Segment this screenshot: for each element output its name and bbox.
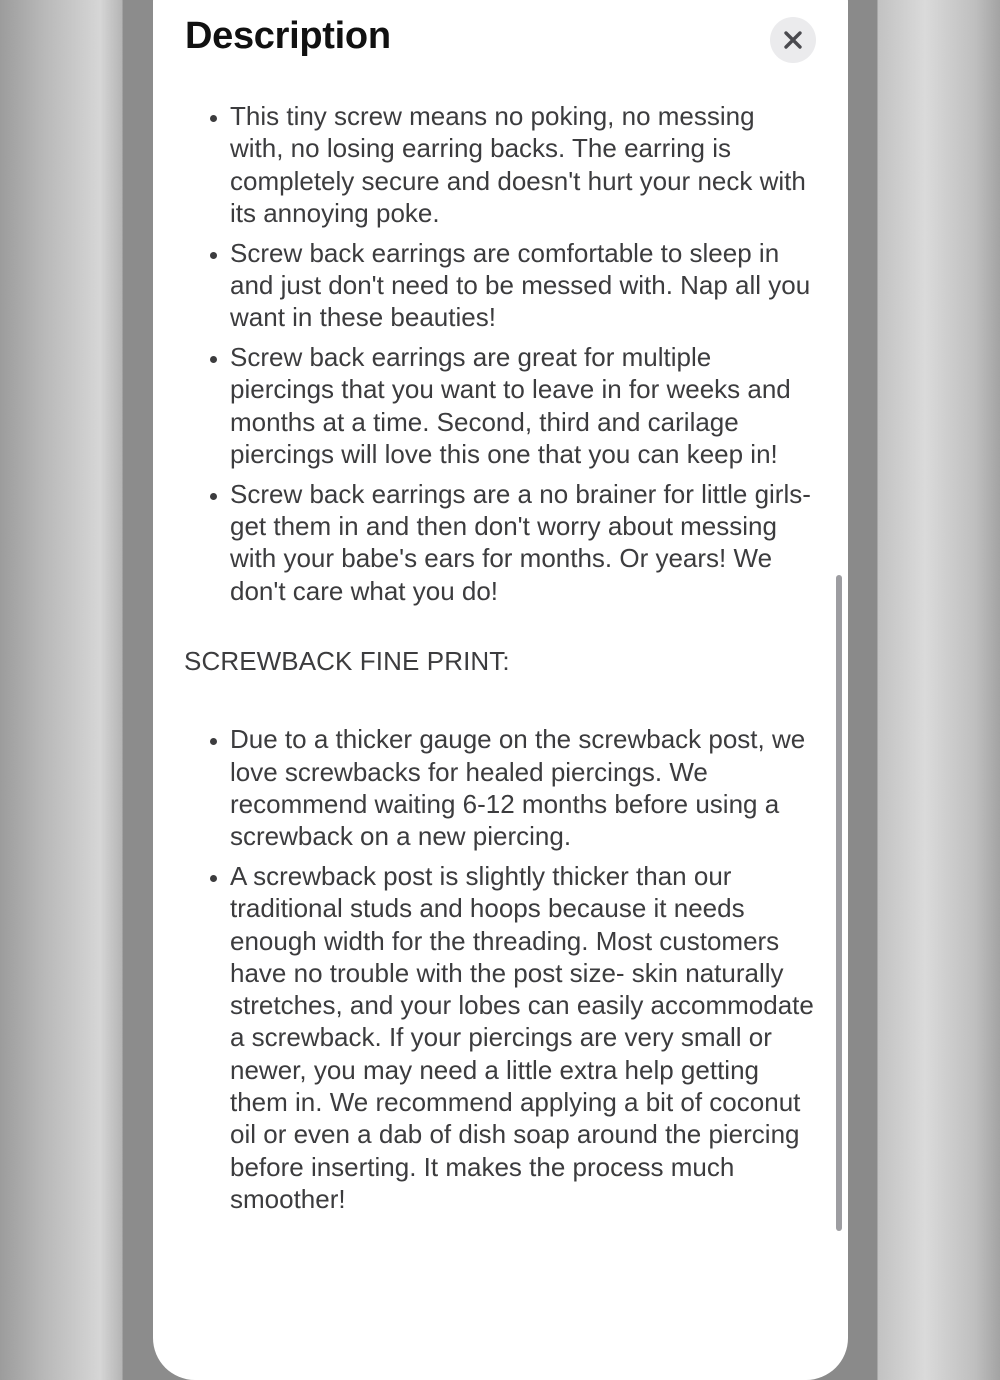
list-item: • Screw back earrings are a no brainer for little girls- get them in and then don't worry about messing with your babe's ears for months. Or years! We don't care what you do!	[230, 478, 814, 607]
close-button[interactable]	[770, 17, 816, 63]
scrollbar[interactable]	[836, 575, 842, 1231]
benefits-list	[184, 100, 814, 607]
list-item: • This tiny screw means no poking, no messing with, no losing earring backs. The earring is completely secure and doesn't hurt your neck with its annoying poke.	[230, 100, 814, 229]
list-item: • Screw back earrings are comfortable to sleep in and just don't need to be messed with. Nap all you want in these beauties!	[230, 237, 814, 334]
description-sheet	[153, 0, 848, 1380]
list-item: • Due to a thicker gauge on the screwback post, we love screwbacks for healed piercings. We recommend waiting 6-12 months before using a screwback on a new piercing.	[230, 723, 814, 852]
description-content	[184, 100, 814, 1223]
sheet-title: Description	[185, 15, 391, 57]
fine-print-list	[184, 723, 814, 1215]
list-item: • A screwback post is slightly thicker than our traditional studs and hoops because it needs enough width for the threading. Most customers have no trouble with the post size- skin naturally stretches, and your lobes can easily accommodate a screwback. If your piercings are very small or newer, you may need a little extra help getting them in. We recommend applying a bit of coconut oil or even a dab of dish soap around the piercing before inserting. It makes the process much smoother!	[230, 860, 814, 1215]
close-icon	[783, 30, 803, 50]
list-item: • Screw back earrings are great for multiple piercings that you want to leave in for weeks and months at a time. Second, third and carilage piercings will love this one that you can keep in!	[230, 341, 814, 470]
fine-print-heading: SCREWBACK FINE PRINT:	[184, 645, 510, 676]
